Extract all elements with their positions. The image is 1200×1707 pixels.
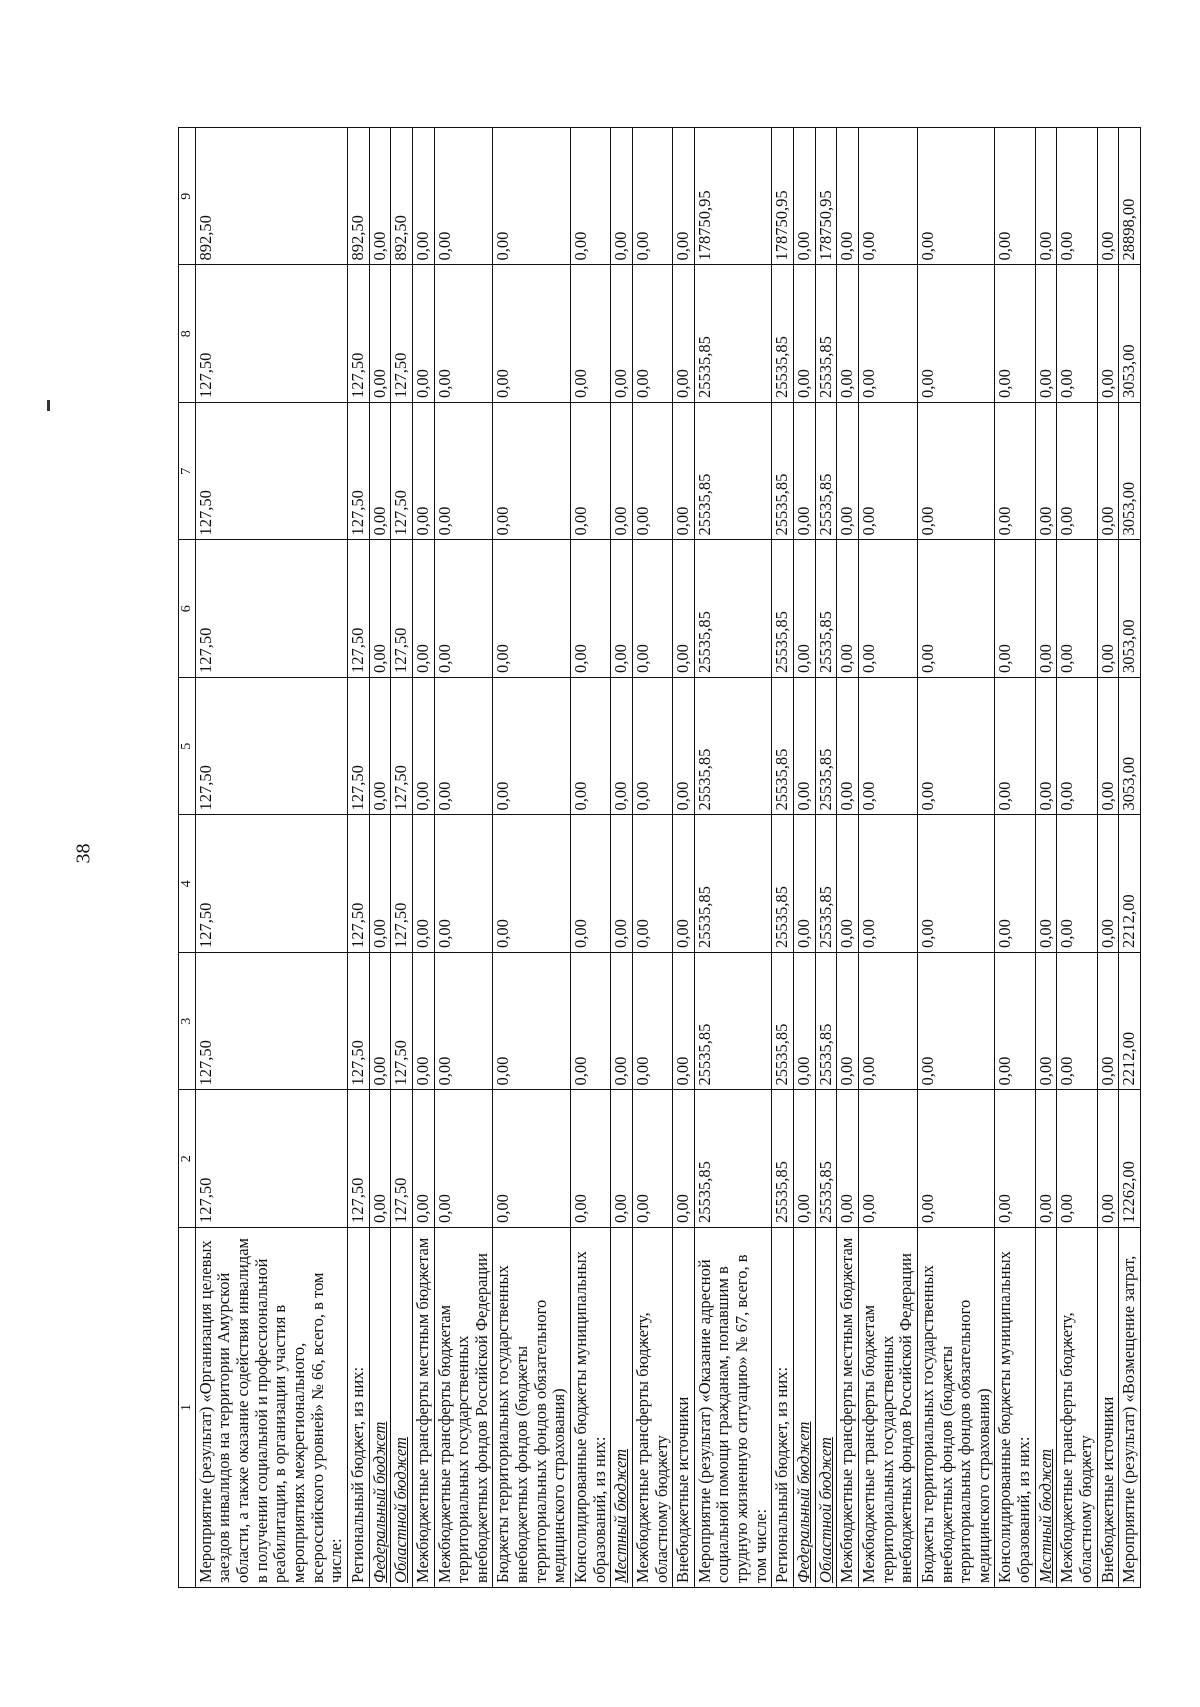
column-header: 1 (179, 1228, 196, 1588)
value-cell: 0,00 (412, 1090, 434, 1228)
rotated-table-wrapper (178, 128, 1139, 1588)
value-cell: 0,00 (434, 953, 493, 1091)
value-cell: 0,00 (995, 815, 1035, 953)
value-cell: 127,50 (347, 265, 369, 403)
value-cell: 0,00 (917, 265, 995, 403)
value-cell: 25535,85 (772, 678, 794, 816)
value-cell: 892,50 (347, 128, 369, 266)
value-cell: 0,00 (632, 128, 672, 266)
row-label: Межбюджетные трансферты бюджету, областному бюджету (1057, 1228, 1097, 1588)
value-cell: 0,00 (837, 953, 859, 1091)
value-cell: 0,00 (858, 403, 917, 541)
row-label: Внебюджетные источники (1097, 1228, 1119, 1588)
table-row (837, 128, 859, 1588)
value-cell: 0,00 (570, 128, 610, 266)
value-cell: 0,00 (858, 815, 917, 953)
value-cell: 0,00 (1035, 678, 1057, 816)
table-row (1119, 128, 1141, 1588)
column-header: 8 (179, 265, 196, 403)
value-cell: 0,00 (1097, 540, 1119, 678)
value-cell: 0,00 (1097, 265, 1119, 403)
value-cell: 892,50 (195, 128, 347, 266)
row-label: Внебюджетные источники (673, 1228, 695, 1588)
value-cell: 3053,00 (1119, 540, 1141, 678)
table-row (570, 128, 610, 1588)
value-cell: 0,00 (837, 265, 859, 403)
table-row (673, 128, 695, 1588)
value-cell: 0,00 (611, 403, 633, 541)
value-cell: 0,00 (632, 403, 672, 541)
row-label: Мероприятие (результат) «Организация целевых заездов инвалидов на территории Амурской области, а также оказание содействия инвалидам в получении социальной и профессиональной реабилитации, в организации участия в мероприятиях межрегионального, всероссийского уровней» № 66, всего, в том числе: (195, 1228, 347, 1588)
budget-table (178, 127, 1141, 1588)
value-cell: 0,00 (794, 953, 816, 1091)
value-cell: 0,00 (611, 265, 633, 403)
value-cell: 0,00 (917, 815, 995, 953)
value-cell: 0,00 (632, 678, 672, 816)
value-cell: 25535,85 (815, 403, 837, 541)
value-cell: 0,00 (1035, 815, 1057, 953)
value-cell: 892,50 (391, 128, 413, 266)
value-cell: 127,50 (391, 678, 413, 816)
value-cell: 127,50 (195, 678, 347, 816)
value-cell: 0,00 (369, 540, 391, 678)
value-cell: 0,00 (837, 128, 859, 266)
value-cell: 0,00 (995, 403, 1035, 541)
value-cell: 0,00 (570, 540, 610, 678)
row-label: Областной бюджет (391, 1228, 413, 1588)
page-number: 38 (72, 843, 95, 864)
value-cell: 0,00 (1057, 540, 1097, 678)
value-cell: 25535,85 (772, 265, 794, 403)
row-label: Консолидированные бюджеты муниципальных образований, из них: (995, 1228, 1035, 1588)
value-cell: 0,00 (412, 265, 434, 403)
row-label: Федеральный бюджет (369, 1228, 391, 1588)
value-cell: 0,00 (434, 1090, 493, 1228)
value-cell: 127,50 (195, 1090, 347, 1228)
table-row (815, 128, 837, 1588)
value-cell: 25535,85 (694, 953, 772, 1091)
table-row (347, 128, 369, 1588)
value-cell: 0,00 (632, 815, 672, 953)
value-cell: 0,00 (369, 403, 391, 541)
value-cell: 25535,85 (694, 678, 772, 816)
value-cell: 0,00 (611, 128, 633, 266)
value-cell: 12262,00 (1119, 1090, 1141, 1228)
value-cell: 0,00 (434, 540, 493, 678)
value-cell: 0,00 (673, 1090, 695, 1228)
value-cell: 127,50 (195, 953, 347, 1091)
value-cell: 127,50 (391, 265, 413, 403)
row-label: Межбюджетные трансферты местным бюджетам (837, 1228, 859, 1588)
value-cell: 0,00 (673, 678, 695, 816)
value-cell: 0,00 (1057, 128, 1097, 266)
value-cell: 0,00 (673, 540, 695, 678)
value-cell: 0,00 (611, 678, 633, 816)
table-row (995, 128, 1035, 1588)
value-cell: 0,00 (369, 953, 391, 1091)
value-cell: 0,00 (995, 540, 1035, 678)
value-cell: 25535,85 (694, 403, 772, 541)
row-label: Мероприятие (результат) «Оказание адресной социальной помощи гражданам, попавшим в трудную жизненную ситуацию» № 67, всего, в том числе: (694, 1228, 772, 1588)
value-cell: 0,00 (1035, 265, 1057, 403)
value-cell: 0,00 (434, 678, 493, 816)
value-cell: 0,00 (837, 1090, 859, 1228)
value-cell: 25535,85 (694, 540, 772, 678)
table-row (1097, 128, 1119, 1588)
value-cell: 0,00 (434, 403, 493, 541)
row-label: Федеральный бюджет (794, 1228, 816, 1588)
table-row (195, 128, 347, 1588)
value-cell: 0,00 (632, 953, 672, 1091)
table-row (794, 128, 816, 1588)
value-cell: 25535,85 (694, 815, 772, 953)
value-cell: 0,00 (1035, 403, 1057, 541)
value-cell: 0,00 (858, 1090, 917, 1228)
table-row (632, 128, 672, 1588)
value-cell: 0,00 (794, 815, 816, 953)
value-cell: 0,00 (995, 265, 1035, 403)
row-label: Межбюджетные трансферты бюджету, областному бюджету (632, 1228, 672, 1588)
value-cell: 0,00 (434, 128, 493, 266)
value-cell: 0,00 (611, 1090, 633, 1228)
value-cell: 3053,00 (1119, 678, 1141, 816)
value-cell: 178750,95 (772, 128, 794, 266)
value-cell: 0,00 (1057, 403, 1097, 541)
value-cell: 0,00 (632, 1090, 672, 1228)
value-cell: 0,00 (1097, 815, 1119, 953)
value-cell: 0,00 (493, 678, 571, 816)
column-header: 2 (179, 1090, 196, 1228)
value-cell: 0,00 (570, 1090, 610, 1228)
value-cell: 0,00 (917, 128, 995, 266)
value-cell: 0,00 (412, 540, 434, 678)
value-cell: 28898,00 (1119, 128, 1141, 266)
value-cell: 0,00 (858, 540, 917, 678)
value-cell: 0,00 (794, 265, 816, 403)
value-cell: 0,00 (493, 1090, 571, 1228)
value-cell: 0,00 (837, 678, 859, 816)
value-cell: 0,00 (611, 815, 633, 953)
value-cell: 127,50 (347, 403, 369, 541)
value-cell: 0,00 (570, 953, 610, 1091)
table-row (391, 128, 413, 1588)
value-cell: 0,00 (1097, 953, 1119, 1091)
value-cell: 25535,85 (815, 815, 837, 953)
value-cell: 25535,85 (815, 678, 837, 816)
value-cell: 0,00 (369, 815, 391, 953)
value-cell: 0,00 (995, 678, 1035, 816)
value-cell: 0,00 (412, 403, 434, 541)
value-cell: 0,00 (570, 265, 610, 403)
value-cell: 25535,85 (694, 1090, 772, 1228)
value-cell: 127,50 (347, 540, 369, 678)
table-row (611, 128, 633, 1588)
value-cell: 0,00 (858, 953, 917, 1091)
row-label: Областной бюджет (815, 1228, 837, 1588)
value-cell: 0,00 (995, 128, 1035, 266)
value-cell: 127,50 (391, 403, 413, 541)
value-cell: 0,00 (632, 265, 672, 403)
row-label: Местный бюджет (1035, 1228, 1057, 1588)
value-cell: 0,00 (673, 403, 695, 541)
value-cell: 25535,85 (772, 403, 794, 541)
value-cell: 0,00 (673, 815, 695, 953)
value-cell: 0,00 (673, 128, 695, 266)
value-cell: 0,00 (858, 678, 917, 816)
table-row (1035, 128, 1057, 1588)
value-cell: 0,00 (1035, 540, 1057, 678)
value-cell: 2212,00 (1119, 815, 1141, 953)
value-cell: 0,00 (570, 678, 610, 816)
table-row (1057, 128, 1097, 1588)
row-label: Мероприятие (результат) «Возмещение затрат, (1119, 1228, 1141, 1588)
value-cell: 0,00 (673, 953, 695, 1091)
value-cell: 3053,00 (1119, 403, 1141, 541)
value-cell: 0,00 (369, 128, 391, 266)
value-cell: 0,00 (434, 265, 493, 403)
table-body (195, 128, 1140, 1588)
value-cell: 178750,95 (694, 128, 772, 266)
row-label: Межбюджетные трансферты бюджетам территориальных государственных внебюджетных фондов Российской Федерации (858, 1228, 917, 1588)
value-cell: 0,00 (1035, 128, 1057, 266)
table-row (917, 128, 995, 1588)
row-label: Бюджеты территориальных государственных внебюджетных фондов (бюджеты территориальных фондов обязательного медицинского страхования) (917, 1228, 995, 1588)
value-cell: 0,00 (570, 403, 610, 541)
table-row (412, 128, 434, 1588)
column-number-row (179, 128, 196, 1588)
value-cell: 127,50 (195, 403, 347, 541)
column-header: 3 (179, 953, 196, 1091)
table-row (369, 128, 391, 1588)
value-cell: 0,00 (1097, 128, 1119, 266)
row-label: Региональный бюджет, из них: (772, 1228, 794, 1588)
value-cell: 0,00 (995, 953, 1035, 1091)
row-label: Межбюджетные трансферты бюджетам территориальных государственных внебюджетных фондов Российской Федерации (434, 1228, 493, 1588)
value-cell: 25535,85 (815, 1090, 837, 1228)
value-cell: 0,00 (858, 265, 917, 403)
value-cell: 0,00 (917, 1090, 995, 1228)
value-cell: 25535,85 (772, 1090, 794, 1228)
value-cell: 0,00 (917, 403, 995, 541)
value-cell: 0,00 (1035, 1090, 1057, 1228)
value-cell: 0,00 (917, 540, 995, 678)
value-cell: 0,00 (632, 540, 672, 678)
value-cell: 0,00 (611, 540, 633, 678)
value-cell: 178750,95 (815, 128, 837, 266)
value-cell: 0,00 (1057, 678, 1097, 816)
table-row (772, 128, 794, 1588)
value-cell: 25535,85 (772, 815, 794, 953)
row-label: Консолидированные бюджеты муниципальных образований, из них: (570, 1228, 610, 1588)
column-header: 4 (179, 815, 196, 953)
value-cell: 0,00 (1057, 953, 1097, 1091)
value-cell: 0,00 (995, 1090, 1035, 1228)
value-cell: 25535,85 (772, 540, 794, 678)
value-cell: 127,50 (391, 815, 413, 953)
value-cell: 0,00 (1097, 403, 1119, 541)
value-cell: 0,00 (493, 540, 571, 678)
value-cell: 127,50 (347, 815, 369, 953)
column-header: 6 (179, 540, 196, 678)
value-cell: 0,00 (412, 953, 434, 1091)
table-row (694, 128, 772, 1588)
value-cell: 127,50 (195, 265, 347, 403)
value-cell: 0,00 (794, 1090, 816, 1228)
value-cell: 0,00 (1057, 265, 1097, 403)
table-row (858, 128, 917, 1588)
value-cell: 0,00 (837, 540, 859, 678)
value-cell: 0,00 (794, 403, 816, 541)
row-label: Межбюджетные трансферты местным бюджетам (412, 1228, 434, 1588)
value-cell: 127,50 (347, 1090, 369, 1228)
value-cell: 0,00 (412, 678, 434, 816)
value-cell: 0,00 (369, 265, 391, 403)
table-row (493, 128, 571, 1588)
value-cell: 25535,85 (694, 265, 772, 403)
value-cell: 0,00 (434, 815, 493, 953)
value-cell: 127,50 (195, 540, 347, 678)
value-cell: 127,50 (391, 1090, 413, 1228)
value-cell: 0,00 (369, 678, 391, 816)
value-cell: 0,00 (1097, 1090, 1119, 1228)
value-cell: 0,00 (412, 128, 434, 266)
value-cell: 0,00 (493, 953, 571, 1091)
table-row (434, 128, 493, 1588)
value-cell: 2212,00 (1119, 953, 1141, 1091)
value-cell: 0,00 (837, 403, 859, 541)
value-cell: 127,50 (391, 540, 413, 678)
column-header: 5 (179, 678, 196, 816)
row-label: Бюджеты территориальных государственных внебюджетных фондов (бюджеты территориальных фондов обязательного медицинского страхования) (493, 1228, 571, 1588)
column-header: 7 (179, 403, 196, 541)
value-cell: 0,00 (1097, 678, 1119, 816)
scan-speck (47, 400, 50, 411)
value-cell: 0,00 (611, 953, 633, 1091)
value-cell: 127,50 (347, 953, 369, 1091)
value-cell: 25535,85 (815, 953, 837, 1091)
value-cell: 0,00 (917, 678, 995, 816)
value-cell: 0,00 (493, 403, 571, 541)
value-cell: 0,00 (794, 540, 816, 678)
value-cell: 127,50 (347, 678, 369, 816)
row-label: Региональный бюджет, из них: (347, 1228, 369, 1588)
value-cell: 0,00 (858, 128, 917, 266)
value-cell: 25535,85 (815, 540, 837, 678)
value-cell: 0,00 (1057, 815, 1097, 953)
value-cell: 25535,85 (815, 265, 837, 403)
value-cell: 0,00 (493, 265, 571, 403)
value-cell: 0,00 (570, 815, 610, 953)
value-cell: 127,50 (195, 815, 347, 953)
column-header: 9 (179, 128, 196, 266)
value-cell: 0,00 (412, 815, 434, 953)
value-cell: 0,00 (794, 128, 816, 266)
value-cell: 0,00 (1057, 1090, 1097, 1228)
value-cell: 0,00 (493, 128, 571, 266)
value-cell: 0,00 (369, 1090, 391, 1228)
value-cell: 25535,85 (772, 953, 794, 1091)
value-cell: 127,50 (391, 953, 413, 1091)
value-cell: 0,00 (794, 678, 816, 816)
value-cell: 0,00 (493, 815, 571, 953)
value-cell: 0,00 (673, 265, 695, 403)
value-cell: 0,00 (837, 815, 859, 953)
value-cell: 0,00 (1035, 953, 1057, 1091)
value-cell: 3053,00 (1119, 265, 1141, 403)
row-label: Местный бюджет (611, 1228, 633, 1588)
value-cell: 0,00 (917, 953, 995, 1091)
